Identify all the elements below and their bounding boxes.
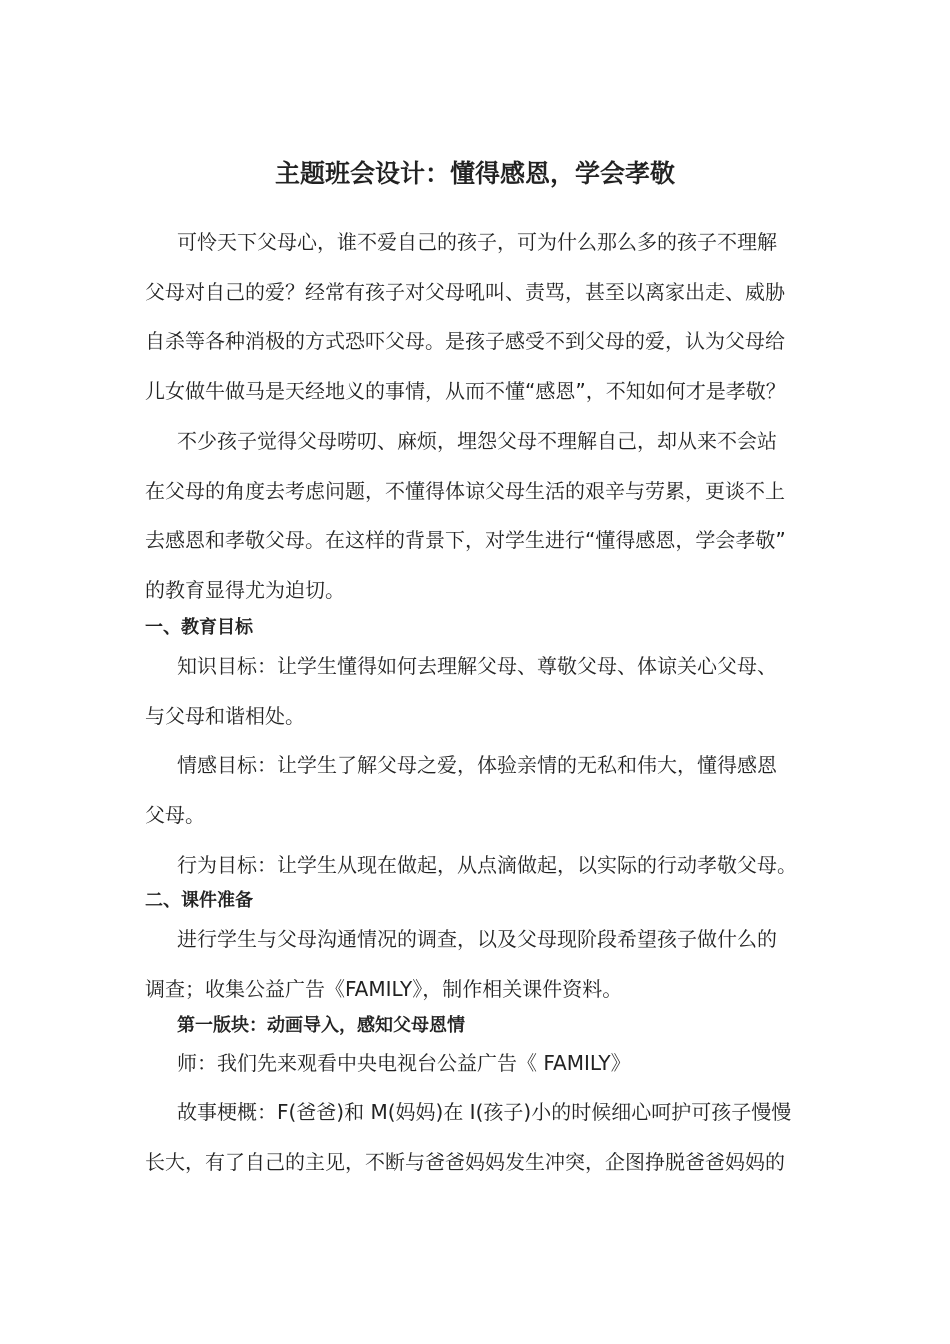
intro-paragraph-1-line-4: 儿女做牛做马是天经地义的事情，从而不懂“感恩”，不知如何才是孝敬？ <box>145 379 786 403</box>
prep-line-1: 进行学生与父母沟通情况的调查，以及父母现阶段希望孩子做什么的 <box>177 927 777 951</box>
intro-paragraph-2-line-1: 不少孩子觉得父母唠叨、麻烦，埋怨父母不理解自己，却从来不会站 <box>177 429 777 453</box>
emotion-goal-line-2: 父母。 <box>145 803 205 827</box>
intro-paragraph-1-line-2: 父母对自己的爱？经常有孩子对父母吼叫、责骂，甚至以离家出走、威胁 <box>145 280 785 304</box>
intro-paragraph-2-line-3: 去感恩和孝敬父母。在这样的背景下，对学生进行“懂得感恩，学会孝敬” <box>145 528 786 552</box>
section-1-heading: 一、教育目标 <box>145 617 253 638</box>
knowledge-goal-line-2: 与父母和谐相处。 <box>145 704 305 728</box>
behavior-goal-line-1: 行为目标：让学生从现在做起，从点滴做起，以实际的行动孝敬父母。 <box>177 853 797 877</box>
document-title: 主题班会设计：懂得感恩，学会孝敬 <box>274 159 675 188</box>
emotion-goal-line-1: 情感目标：让学生了解父母之爱，体验亲情的无私和伟大，懂得感恩 <box>177 753 777 777</box>
intro-paragraph-1-line-1: 可怜天下父母心，谁不爱自己的孩子，可为什么那么多的孩子不理解 <box>177 230 777 254</box>
story-line-1: 故事梗概：F(爸爸)和 M(妈妈)在 I(孩子)小的时候细心呵护可孩子慢慢 <box>177 1100 792 1124</box>
block-1-heading: 第一版块：动画导入，感知父母恩情 <box>177 1015 465 1036</box>
teacher-line: 师：我们先来观看中央电视台公益广告《 FAMILY》 <box>177 1051 631 1075</box>
intro-paragraph-2-line-4: 的教育显得尤为迫切。 <box>145 578 345 602</box>
intro-paragraph-1-line-3: 自杀等各种消极的方式恐吓父母。是孩子感受不到父母的爱，认为父母给 <box>145 329 785 353</box>
prep-line-2: 调查；收集公益广告《FAMILY》，制作相关课件资料。 <box>145 977 623 1001</box>
intro-paragraph-2-line-2: 在父母的角度去考虑问题，不懂得体谅父母生活的艰辛与劳累，更谈不上 <box>145 479 785 503</box>
section-2-heading: 二、课件准备 <box>145 890 253 911</box>
story-line-2: 长大，有了自己的主见，不断与爸爸妈妈发生冲突，企图挣脱爸爸妈妈的 <box>145 1150 785 1174</box>
knowledge-goal-line-1: 知识目标：让学生懂得如何去理解父母、尊敬父母、体谅关心父母、 <box>177 654 777 678</box>
